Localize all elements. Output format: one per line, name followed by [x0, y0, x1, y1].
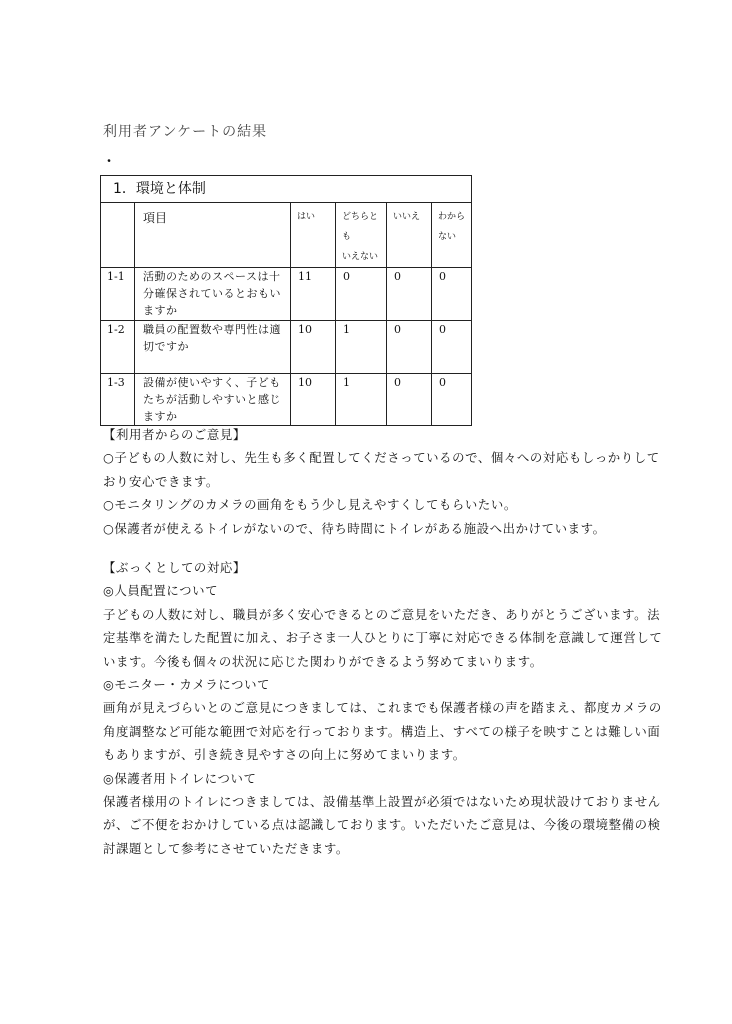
response-section [103, 556, 663, 860]
table-column-header [101, 203, 472, 268]
response-paragraph: 画角が見えづらいとのご意見につきましては、これまでも保護者様の声を踏まえ、都度カメラの角度調整など可能な範囲で対応を行っております。構造上、すべての様子を映すことは難しい面もありますが、引き続き見やすさの向上に努めてまいります。 [103, 700, 662, 763]
row-neither-count: 1 [336, 374, 387, 426]
table-row [101, 321, 472, 374]
header-yes-label: はい [297, 212, 316, 222]
table-row [101, 374, 472, 426]
header-blank-cell [101, 203, 135, 268]
header-neither [336, 203, 387, 268]
opinion-item: ○保護者が使えるトイレがないので、待ち時間にトイレがある施設へ出かけています。 [103, 520, 606, 536]
response-subheading: ◎モニター・カメラについて [103, 677, 271, 693]
bullet-dot: ・ [103, 154, 116, 168]
header-unknown-line1: わから [438, 212, 466, 222]
opinions-section [103, 423, 663, 540]
opinion-item: ○モニタリングのカメラの画角をもう少し見えやすくしてもらいたい。 [103, 497, 517, 513]
survey-table [100, 175, 472, 426]
row-yes-count: 10 [291, 321, 336, 374]
row-neither-count: 0 [336, 268, 387, 321]
response-paragraph: 保護者様用のトイレにつきましては、設備基準上設置が必須ではないため現状設けておりませんが、ご不便をおかけしている点は認識しております。いただいたご意見は、今後の環境整備の検討課題として参考にさせていただきます。 [103, 794, 661, 856]
page-title: 利用者アンケートの結果 [103, 124, 268, 140]
row-unknown-count: 0 [432, 268, 472, 321]
row-id: 1-3 [101, 374, 135, 426]
row-question: 職員の配置数や専門性は適切ですか [135, 321, 291, 374]
row-unknown-count: 0 [432, 374, 472, 426]
response-subheading: ◎保護者用トイレについて [103, 770, 257, 786]
row-no-count: 0 [387, 268, 432, 321]
header-neither-line2: いえない [342, 252, 379, 262]
opinions-heading: 【利用者からのご意見】 [103, 427, 246, 442]
header-item: 項目 [135, 203, 291, 268]
header-no-label: いいえ [393, 212, 421, 222]
table-section-header [101, 176, 472, 203]
response-paragraph: 子どもの人数に対し、職員が多く安心できるとのご意見をいただき、ありがとうございます。法定基準を満たした配置に加え、お子さま一人ひとりに丁寧に対応できる体制を意識して運営しています。今後も個々の状況に応じた関わりができるよう努めてまいります。 [103, 606, 663, 669]
row-yes-count: 11 [291, 268, 336, 321]
opinion-item: ○子どもの人数に対し、先生も多く配置してくださっているので、個々への対応もしっかりしており安心できます。 [103, 450, 660, 489]
row-question: 活動のためのスペースは十分確保されているとおもいますか [135, 268, 291, 321]
table-row [101, 268, 472, 321]
row-id: 1-1 [101, 268, 135, 321]
row-unknown-count: 0 [432, 321, 472, 374]
header-unknown-line2: ない [438, 232, 457, 242]
row-question: 設備が使いやすく、子どもたちが活動しやすいと感じますか [135, 374, 291, 426]
header-unknown [432, 203, 472, 268]
row-neither-count: 1 [336, 321, 387, 374]
header-yes [291, 203, 336, 268]
header-no [387, 203, 432, 268]
header-neither-line1: どちらとも [342, 212, 379, 242]
response-subheading: ◎人員配置について [103, 583, 219, 599]
row-yes-count: 10 [291, 374, 336, 426]
row-no-count: 0 [387, 321, 432, 374]
row-id: 1-2 [101, 321, 135, 374]
row-no-count: 0 [387, 374, 432, 426]
section-title: 1．環境と体制 [101, 176, 472, 203]
response-heading: 【ぶっくとしての対応】 [103, 560, 246, 575]
